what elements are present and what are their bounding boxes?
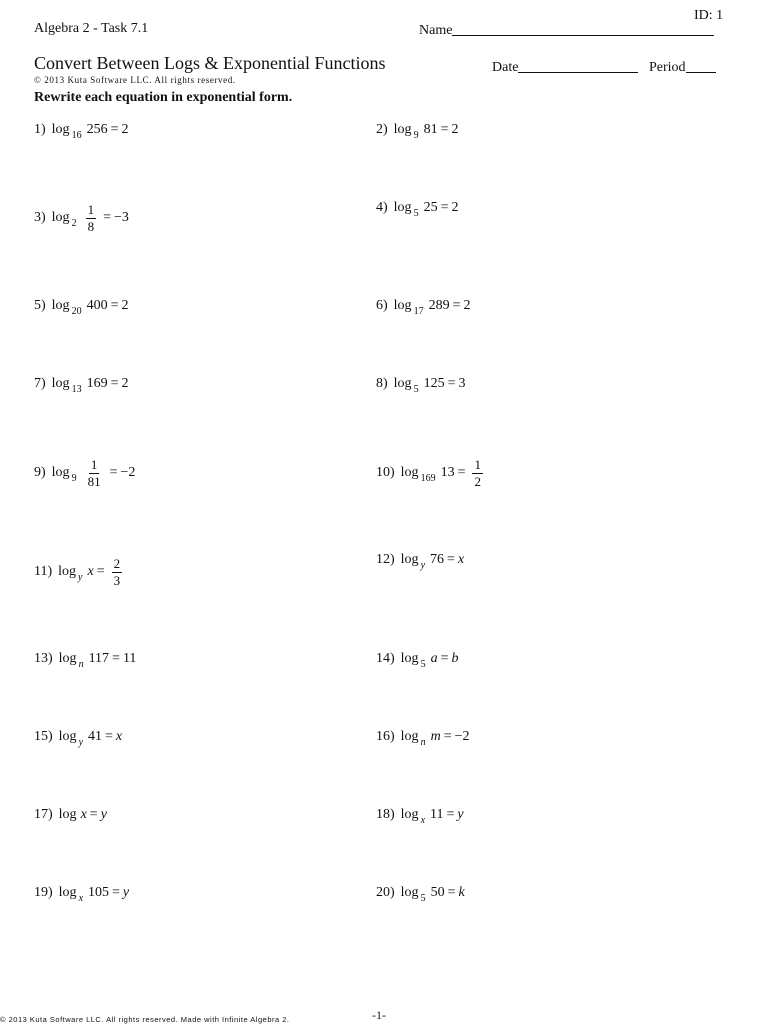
course-title: Algebra 2 - Task 7.1: [34, 21, 149, 36]
problem-number: 1): [34, 122, 46, 137]
log-base: n: [420, 736, 426, 748]
log-text: log: [51, 465, 70, 480]
equals-sign: =: [96, 564, 105, 579]
log-argument: 400: [86, 298, 108, 313]
right-hand-side: 2: [121, 122, 129, 137]
log-text: log: [400, 651, 419, 666]
log-base: 16: [71, 129, 82, 141]
problem-20: [376, 883, 465, 903]
log-text: log: [58, 807, 77, 822]
equals-sign: =: [447, 885, 456, 900]
log-base: y: [420, 559, 426, 571]
equals-sign: =: [103, 210, 111, 225]
page-title: Convert Between Logs & Exponential Functions: [34, 53, 386, 73]
argument-fraction: [86, 457, 103, 490]
log-argument: x: [80, 807, 87, 822]
log-base: 13: [71, 383, 82, 395]
log-argument: 25: [423, 200, 438, 215]
rhs-fraction: [472, 457, 483, 490]
problem-18: [376, 805, 464, 825]
problem-number: 19): [34, 885, 53, 900]
equals-sign: =: [440, 651, 449, 666]
log-base: y: [78, 736, 84, 748]
problem-number: 10): [376, 465, 395, 480]
equals-sign: =: [446, 807, 455, 822]
problem-4: [376, 198, 458, 218]
equals-sign: =: [443, 729, 452, 744]
argument-fraction-numerator: 1: [87, 201, 95, 217]
right-hand-side: x: [115, 729, 123, 744]
problem-17: [34, 805, 107, 825]
right-hand-side: y: [122, 885, 130, 900]
problem-16: [376, 727, 470, 747]
problem-number: 2): [376, 122, 388, 137]
log-text: log: [400, 729, 419, 744]
problem-10: [376, 456, 487, 489]
log-argument: 76: [430, 552, 445, 567]
problem-13: [34, 649, 136, 669]
right-hand-side: −2: [120, 465, 136, 480]
log-argument: 169: [86, 376, 108, 391]
right-hand-side: 3: [458, 376, 466, 391]
right-hand-side: −2: [454, 729, 470, 744]
equals-sign: =: [110, 376, 119, 391]
right-hand-side: y: [457, 807, 464, 822]
rhs-fraction-numerator: 2: [113, 555, 121, 571]
problem-number: 5): [34, 298, 46, 313]
log-base: 5: [413, 207, 419, 219]
log-text: log: [51, 210, 70, 225]
footer-copyright: © 2013 Kuta Software LLC. All rights reserved. Made with Infinite Algebra 2.: [0, 1015, 290, 1024]
argument-fraction-denominator: 81: [87, 473, 101, 489]
log-text: log: [393, 376, 412, 391]
problem-3: [34, 201, 129, 234]
equals-sign: =: [440, 122, 449, 137]
problem-2: [376, 120, 458, 140]
argument-fraction: [86, 202, 97, 235]
log-base: 2: [71, 217, 77, 229]
log-text: log: [51, 122, 70, 137]
page-number: -1-: [372, 1008, 386, 1022]
rhs-fraction: [112, 556, 123, 589]
problem-8: [376, 374, 465, 394]
log-text: log: [51, 376, 70, 391]
log-text: log: [400, 552, 419, 567]
right-hand-side: −3: [113, 210, 129, 225]
log-base: n: [78, 658, 84, 670]
date-label: Date: [492, 60, 519, 75]
log-base: x: [78, 892, 84, 904]
problem-7: [34, 374, 128, 394]
log-text: log: [393, 122, 412, 137]
problem-number: 20): [376, 885, 395, 900]
problem-number: 3): [34, 210, 46, 225]
log-argument: a: [430, 651, 438, 666]
right-hand-side: 2: [451, 200, 459, 215]
log-base: 20: [71, 305, 82, 317]
log-argument: m: [430, 729, 441, 744]
log-text: log: [58, 651, 77, 666]
log-text: log: [58, 885, 77, 900]
argument-fraction-numerator: 1: [90, 456, 98, 472]
log-base: 5: [420, 892, 426, 904]
log-text: log: [58, 564, 77, 579]
problem-number: 7): [34, 376, 46, 391]
equals-sign: =: [440, 200, 449, 215]
problem-11: [34, 555, 126, 588]
log-text: log: [400, 885, 419, 900]
name-field[interactable]: [419, 21, 714, 39]
equals-sign: =: [110, 122, 119, 137]
equals-sign: =: [109, 465, 118, 480]
log-text: log: [58, 729, 77, 744]
log-text: log: [400, 465, 419, 480]
date-blank[interactable]: [518, 58, 638, 73]
log-argument: x: [87, 564, 94, 579]
equals-sign: =: [105, 729, 113, 744]
argument-fraction-denominator: 8: [87, 218, 95, 234]
problem-number: 16): [376, 729, 395, 744]
log-base: 5: [413, 383, 419, 395]
right-hand-side: b: [451, 651, 459, 666]
equals-sign: =: [457, 465, 466, 480]
log-base: x: [420, 814, 426, 826]
log-text: log: [400, 807, 419, 822]
log-argument: 105: [88, 885, 110, 900]
problem-1: [34, 120, 128, 140]
problem-number: 14): [376, 651, 395, 666]
log-argument: 41: [88, 729, 103, 744]
log-base: y: [78, 571, 83, 583]
log-argument: 50: [430, 885, 445, 900]
problem-number: 11): [34, 564, 53, 579]
instructions: Rewrite each equation in exponential form.: [34, 90, 293, 105]
name-label: Name: [419, 23, 453, 38]
right-hand-side: 2: [121, 298, 129, 313]
equals-sign: =: [447, 552, 455, 567]
copyright-notice: © 2013 Kuta Software LLC. All rights reserved.: [34, 75, 236, 85]
log-base: 9: [71, 472, 77, 484]
right-hand-side: x: [457, 552, 465, 567]
problem-number: 15): [34, 729, 53, 744]
problem-6: [376, 296, 470, 316]
right-hand-side: 2: [451, 122, 459, 137]
log-argument: 117: [88, 651, 110, 666]
log-argument: 256: [86, 122, 108, 137]
log-text: log: [393, 298, 412, 313]
problem-number: 6): [376, 298, 388, 313]
date-field[interactable]: [492, 58, 638, 76]
problem-number: 18): [376, 807, 395, 822]
equals-sign: =: [89, 807, 98, 822]
right-hand-side: k: [458, 885, 465, 900]
equals-sign: =: [112, 651, 120, 666]
log-base: 5: [420, 658, 426, 670]
period-field[interactable]: [649, 58, 716, 76]
equals-sign: =: [452, 298, 461, 313]
log-argument: 289: [428, 298, 450, 313]
id-label: ID: 1: [694, 8, 724, 23]
log-argument: 81: [423, 122, 438, 137]
problem-15: [34, 727, 122, 747]
problem-19: [34, 883, 129, 903]
right-hand-side: 11: [122, 651, 137, 666]
rhs-fraction-denominator: 2: [474, 473, 481, 489]
problem-5: [34, 296, 128, 316]
problem-number: 13): [34, 651, 53, 666]
problem-9: [34, 456, 136, 489]
problem-number: 8): [376, 376, 388, 391]
period-label: Period: [649, 60, 686, 75]
problem-number: 9): [34, 465, 46, 480]
problem-12: [376, 550, 464, 570]
log-base: 169: [420, 472, 436, 484]
period-blank[interactable]: [686, 58, 716, 73]
log-argument: 13: [440, 465, 455, 480]
right-hand-side: y: [100, 807, 107, 822]
log-base: 9: [413, 129, 419, 141]
log-text: log: [51, 298, 70, 313]
right-hand-side: 2: [121, 376, 129, 391]
log-argument: 11: [430, 807, 444, 822]
log-argument: 125: [423, 376, 445, 391]
rhs-fraction-denominator: 3: [113, 572, 121, 588]
problem-number: 12): [376, 552, 395, 567]
rhs-fraction-numerator: 1: [474, 456, 481, 472]
equals-sign: =: [112, 885, 120, 900]
right-hand-side: 2: [463, 298, 471, 313]
name-blank[interactable]: [452, 21, 714, 36]
log-base: 17: [413, 305, 424, 317]
problem-number: 4): [376, 200, 388, 215]
log-text: log: [393, 200, 412, 215]
problem-number: 17): [34, 807, 53, 822]
problem-14: [376, 649, 458, 669]
equals-sign: =: [110, 298, 119, 313]
equals-sign: =: [447, 376, 456, 391]
